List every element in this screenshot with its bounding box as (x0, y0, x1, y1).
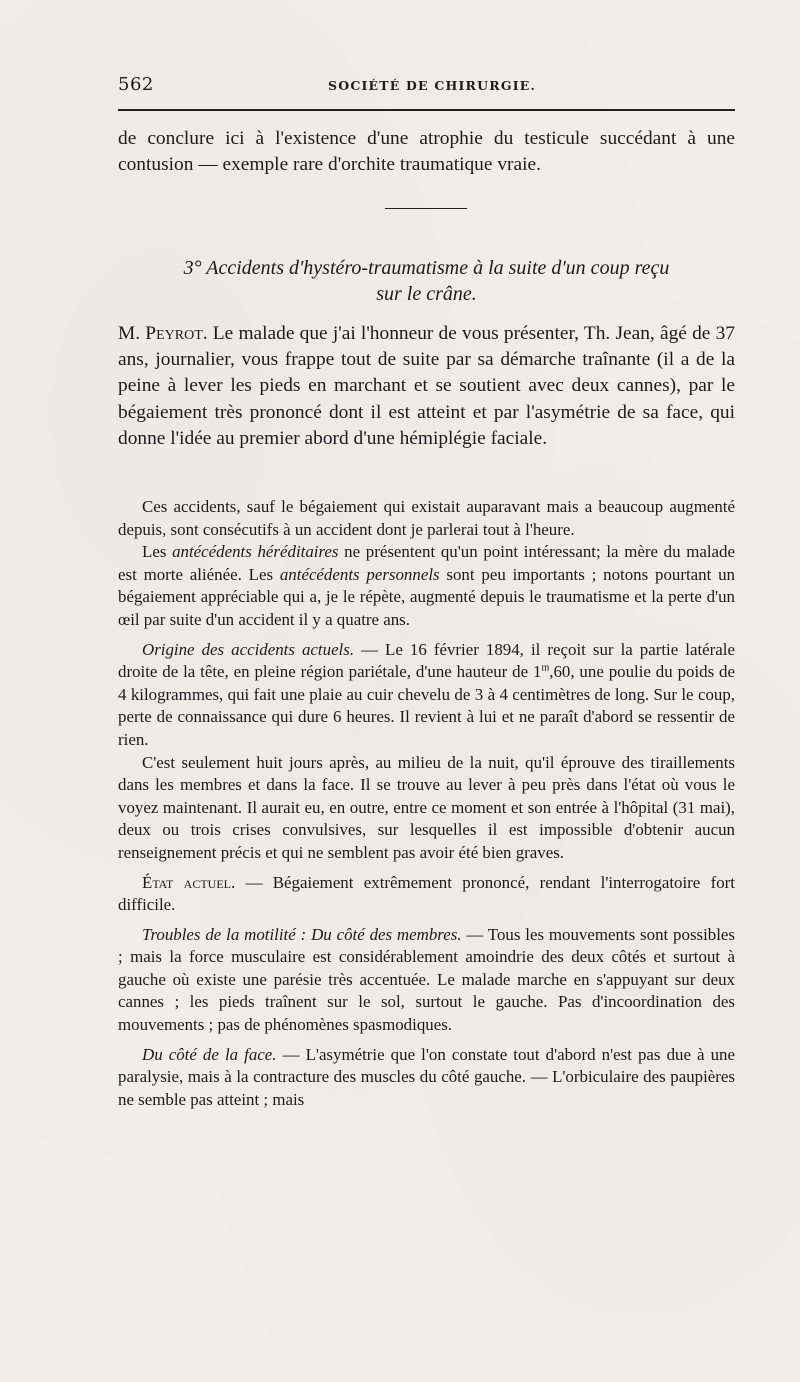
header-rule (118, 109, 735, 111)
speaker-name: Peyrot (145, 323, 203, 344)
observation-text (118, 496, 735, 1111)
paragraph-antecedents (118, 541, 735, 631)
paragraph-consequences: Ces accidents, sauf le bégaiement qui existait auparavant mais a beaucoup augmenté depuis, sont consécutifs à un accident dont je parlerai tout à l'heure. (118, 497, 735, 539)
emphasis-personal: antécédents personnels (279, 564, 440, 584)
page-header (118, 74, 735, 100)
section-title-line-2: sur le crâne. (376, 283, 477, 305)
intro-paragraph: de conclure ici à l'existence d'une atrophie du testicule succédant à une contusion — exemple rare d'orchite traumatique vraie. (118, 128, 735, 176)
emphasis-face: Du côté de la face. (142, 1044, 277, 1064)
text-run: — Tous les mouvements sont possibles ; mais la force musculaire est considérablement amoindrie des deux côtés et surtout à gauche où existe une parésie très accentuée. Le malade marche en s'appuyant sur deux cannes ; les pieds traînent sur le sol, surtout le gauche. Pas d'incoordination des mouvements ; pas de phénomènes spasmodiques. (118, 924, 735, 1035)
paragraph-origin (118, 639, 735, 752)
presentation-paragraph (118, 321, 735, 452)
text-run: — L'asymétrie que l'on constate tout d'abord n'est pas due à une paralysie, mais à la contracture des muscles du côté gauche. — L'orbiculaire des paupières ne semble pas atteint ; mais (118, 1044, 735, 1109)
page-number: 562 (118, 74, 154, 95)
section-title-line-1: 3° Accidents d'hystéro-traumatisme à la suite d'un coup reçu (183, 257, 670, 279)
emphasis-hereditary: antécédents héréditaires (172, 542, 339, 562)
paragraph-face (118, 1044, 735, 1112)
speaker-prefix: M. (118, 323, 146, 344)
superscript-meter: m (541, 662, 550, 674)
presentation-text: . Le malade que j'ai l'honneur de vous présenter, Th. Jean, âgé de 37 ans, journalier, vous frappe tout de suite par sa démarche traînante (il a de la peine à lever les pieds en marchant et se soutient avec deux cannes), par le bégaiement très prononcé dont il est atteint et par l'asymétrie de sa face, qui donne l'idée au premier abord d'une hémiplégie faciale. (118, 323, 735, 449)
running-head: SOCIÉTÉ DE CHIRURGIE. (328, 78, 537, 93)
text-run: ne présentent qu'un point intéressant; la mère du malade est morte aliénée. Les (118, 542, 735, 584)
paragraph-onset: C'est seulement huit jours après, au milieu de la nuit, qu'il éprouve des tiraillements dans les membres et dans la face. Il se trouve au lever à peu près dans l'état où vous le voyez maintenant. Il aurait eu, en outre, entre ce moment et son entrée à l'hôpital (31 mai), deux ou trois crises convulsives, sur lesquelles il est impossible d'obtenir aucun renseignement précis et qui ne semblent pas avoir été bien graves. (118, 752, 735, 862)
emphasis-origin: Origine des accidents actuels. (142, 639, 355, 659)
text-run: sont peu importants ; notons pourtant un bégaiement appréciable qui a, je le répète, augmenté depuis le traumatisme et la perte d'un œil par suite d'un accident il y a quatre ans. (118, 564, 736, 629)
paragraph-motility (118, 924, 735, 1037)
paragraph-current-state (118, 872, 735, 917)
text-run: Les (142, 542, 173, 562)
text-run: — Le 16 février 1894, il reçoit sur la partie latérale droite de la tête, en pleine région pariétale, d'une hauteur de 1 (118, 639, 735, 682)
section-separator (385, 208, 467, 209)
heading-current-state: État actuel (142, 872, 232, 892)
section-title (118, 255, 735, 307)
text-run: . — Bégaiement extrêmement prononcé, rendant l'interrogatoire fort difficile. (118, 872, 735, 915)
text-run: ,60, une poulie du poids de 4 kilogrammes, qui fait une plaie au cuir chevelu de 3 à 4 centimètres de long. Sur le coup, perte de connaissance qui dure 6 heures. Il revient à lui et ne paraît d'abord se ressentir de rien. (118, 662, 735, 749)
emphasis-motility: Troubles de la motilité : Du côté des membres. (142, 924, 462, 944)
